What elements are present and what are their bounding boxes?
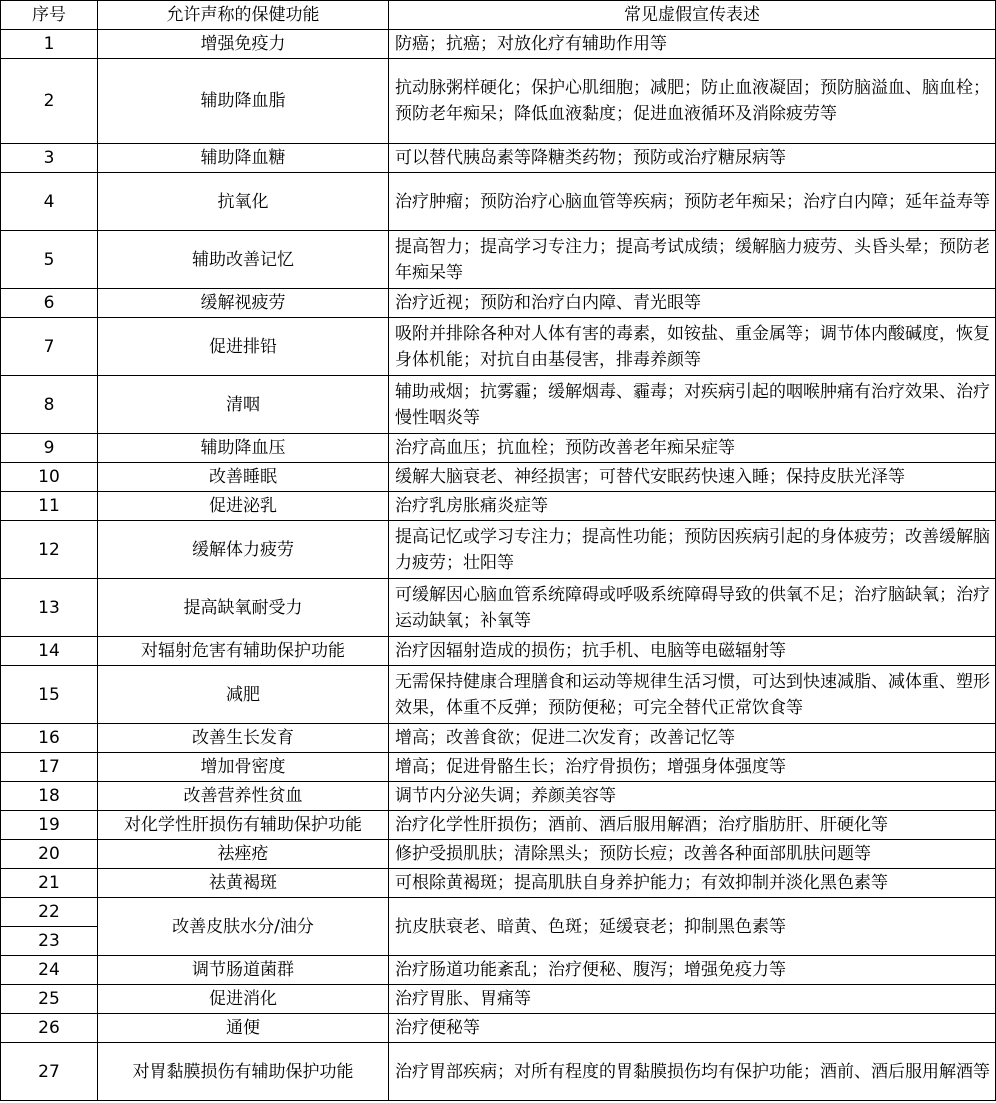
row-number: 2 (1, 59, 98, 144)
row-claims: 增高；促进骨骼生长；治疗骨损伤；增强身体强度等 (389, 753, 996, 782)
row-function: 减肥 (98, 666, 389, 724)
table-row (1, 579, 996, 637)
table-row (1, 840, 996, 869)
row-function: 促进排铅 (98, 318, 389, 376)
row-claims: 治疗肿瘤；预防治疗心脑血管等疾病；预防老年痴呆；治疗白内障；延年益寿等 (389, 173, 996, 231)
row-claims: 治疗化学性肝损伤；酒前、酒后服用解酒；治疗脂肪肝、肝硬化等 (389, 811, 996, 840)
row-function: 对辐射危害有辅助保护功能 (98, 637, 389, 666)
header-function: 允许声称的保健功能 (98, 1, 389, 30)
row-number: 6 (1, 289, 98, 318)
row-claims: 治疗近视；预防和治疗白内障、青光眼等 (389, 289, 996, 318)
row-function: 缓解视疲劳 (98, 289, 389, 318)
row-function: 缓解体力疲劳 (98, 521, 389, 579)
row-claims: 可缓解因心脑血管系统障碍或呼吸系统障碍导致的供氧不足；治疗脑缺氧；治疗运动缺氧；补氧等 (389, 579, 996, 637)
row-number: 17 (1, 753, 98, 782)
row-number: 27 (1, 1043, 98, 1101)
table-row (1, 811, 996, 840)
row-number: 22 (1, 898, 98, 927)
table-row (1, 30, 996, 59)
table-row (1, 59, 996, 144)
row-number: 1 (1, 30, 98, 59)
header-number: 序号 (1, 1, 98, 30)
table-row (1, 1014, 996, 1043)
row-number: 3 (1, 144, 98, 173)
row-function: 增加骨密度 (98, 753, 389, 782)
row-function: 清咽 (98, 376, 389, 434)
table-row (1, 637, 996, 666)
row-number: 23 (1, 927, 98, 956)
row-claims: 治疗肠道功能紊乱；治疗便秘、腹泻；增强免疫力等 (389, 956, 996, 985)
row-number: 7 (1, 318, 98, 376)
table-row (1, 753, 996, 782)
table-row (1, 173, 996, 231)
row-claims: 治疗高血压；抗血栓；预防改善老年痴呆症等 (389, 434, 996, 463)
row-function: 辅助降血脂 (98, 59, 389, 144)
row-claims: 辅助戒烟；抗雾霾；缓解烟毒、霾毒；对疾病引起的咽喉肿痛有治疗效果、治疗慢性咽炎等 (389, 376, 996, 434)
row-function: 改善生长发育 (98, 724, 389, 753)
row-function: 辅助降血压 (98, 434, 389, 463)
row-number: 8 (1, 376, 98, 434)
row-claims: 治疗因辐射造成的损伤；抗手机、电脑等电磁辐射等 (389, 637, 996, 666)
table-row (1, 782, 996, 811)
row-number: 15 (1, 666, 98, 724)
row-claims: 可以替代胰岛素等降糖类药物；预防或治疗糖尿病等 (389, 144, 996, 173)
row-number: 19 (1, 811, 98, 840)
row-function: 抗氧化 (98, 173, 389, 231)
row-claims: 缓解大脑衰老、神经损害；可替代安眠药快速入睡；保持皮肤光泽等 (389, 463, 996, 492)
row-number: 16 (1, 724, 98, 753)
row-number: 20 (1, 840, 98, 869)
row-function: 改善皮肤水分/油分 (98, 898, 389, 956)
row-claims: 提高智力；提高学习专注力；提高考试成绩；缓解脑力疲劳、头昏头晕；预防老年痴呆等 (389, 231, 996, 289)
row-number: 18 (1, 782, 98, 811)
table-row (1, 869, 996, 898)
table-row (1, 434, 996, 463)
row-number: 5 (1, 231, 98, 289)
row-number: 24 (1, 956, 98, 985)
row-function: 祛痤疮 (98, 840, 389, 869)
row-number: 4 (1, 173, 98, 231)
row-function: 祛黄褐斑 (98, 869, 389, 898)
row-claims: 抗动脉粥样硬化；保护心肌细胞；减肥；防止血液凝固；预防脑溢血、脑血栓；预防老年痴呆；降低血液黏度；促进血液循环及消除疲劳等 (389, 59, 996, 144)
row-number: 9 (1, 434, 98, 463)
table-row (1, 231, 996, 289)
header-row (1, 1, 996, 30)
row-claims: 治疗乳房胀痛炎症等 (389, 492, 996, 521)
row-claims: 提高记忆或学习专注力；提高性功能；预防因疾病引起的身体疲劳；改善缓解脑力疲劳；壮阳等 (389, 521, 996, 579)
row-number: 26 (1, 1014, 98, 1043)
row-number: 25 (1, 985, 98, 1014)
row-claims: 吸附并排除各种对人体有害的毒素，如铵盐、重金属等；调节体内酸碱度，恢复身体机能；对抗自由基侵害，排毒养颜等 (389, 318, 996, 376)
table-row (1, 1043, 996, 1101)
table-row (1, 289, 996, 318)
row-function: 促进泌乳 (98, 492, 389, 521)
row-claims: 无需保持健康合理膳食和运动等规律生活习惯，可达到快速减脂、减体重、塑形效果，体重不反弹；预防便秘；可完全替代正常饮食等 (389, 666, 996, 724)
row-function: 促进消化 (98, 985, 389, 1014)
row-claims: 抗皮肤衰老、暗黄、色斑；延缓衰老；抑制黑色素等 (389, 898, 996, 956)
row-claims: 增高；改善食欲；促进二次发育；改善记忆等 (389, 724, 996, 753)
table-row (1, 463, 996, 492)
table-row (1, 521, 996, 579)
table-row (1, 985, 996, 1014)
table-row (1, 376, 996, 434)
header-claims: 常见虚假宣传表述 (389, 1, 996, 30)
row-claims: 调节内分泌失调；养颜美容等 (389, 782, 996, 811)
row-function: 辅助降血糖 (98, 144, 389, 173)
row-number: 13 (1, 579, 98, 637)
row-function: 对胃黏膜损伤有辅助保护功能 (98, 1043, 389, 1101)
row-number: 11 (1, 492, 98, 521)
row-number: 12 (1, 521, 98, 579)
table-row (1, 666, 996, 724)
row-claims: 治疗胃胀、胃痛等 (389, 985, 996, 1014)
table-row (1, 956, 996, 985)
row-claims: 修护受损肌肤；清除黑头；预防长痘；改善各种面部肌肤问题等 (389, 840, 996, 869)
row-function: 改善营养性贫血 (98, 782, 389, 811)
table-row (1, 898, 996, 927)
row-function: 对化学性肝损伤有辅助保护功能 (98, 811, 389, 840)
row-number: 21 (1, 869, 98, 898)
table-row (1, 318, 996, 376)
row-function: 通便 (98, 1014, 389, 1043)
table-row (1, 724, 996, 753)
table-row (1, 144, 996, 173)
row-number: 14 (1, 637, 98, 666)
row-claims: 治疗便秘等 (389, 1014, 996, 1043)
row-function: 辅助改善记忆 (98, 231, 389, 289)
row-function: 增强免疫力 (98, 30, 389, 59)
row-function: 改善睡眠 (98, 463, 389, 492)
table-row (1, 492, 996, 521)
row-claims: 防癌；抗癌；对放化疗有辅助作用等 (389, 30, 996, 59)
row-function: 调节肠道菌群 (98, 956, 389, 985)
row-number: 10 (1, 463, 98, 492)
row-claims: 治疗胃部疾病；对所有程度的胃黏膜损伤均有保护功能；酒前、酒后服用解酒等 (389, 1043, 996, 1101)
row-function: 提高缺氧耐受力 (98, 579, 389, 637)
row-claims: 可根除黄褐斑；提高肌肤自身养护能力；有效抑制并淡化黑色素等 (389, 869, 996, 898)
